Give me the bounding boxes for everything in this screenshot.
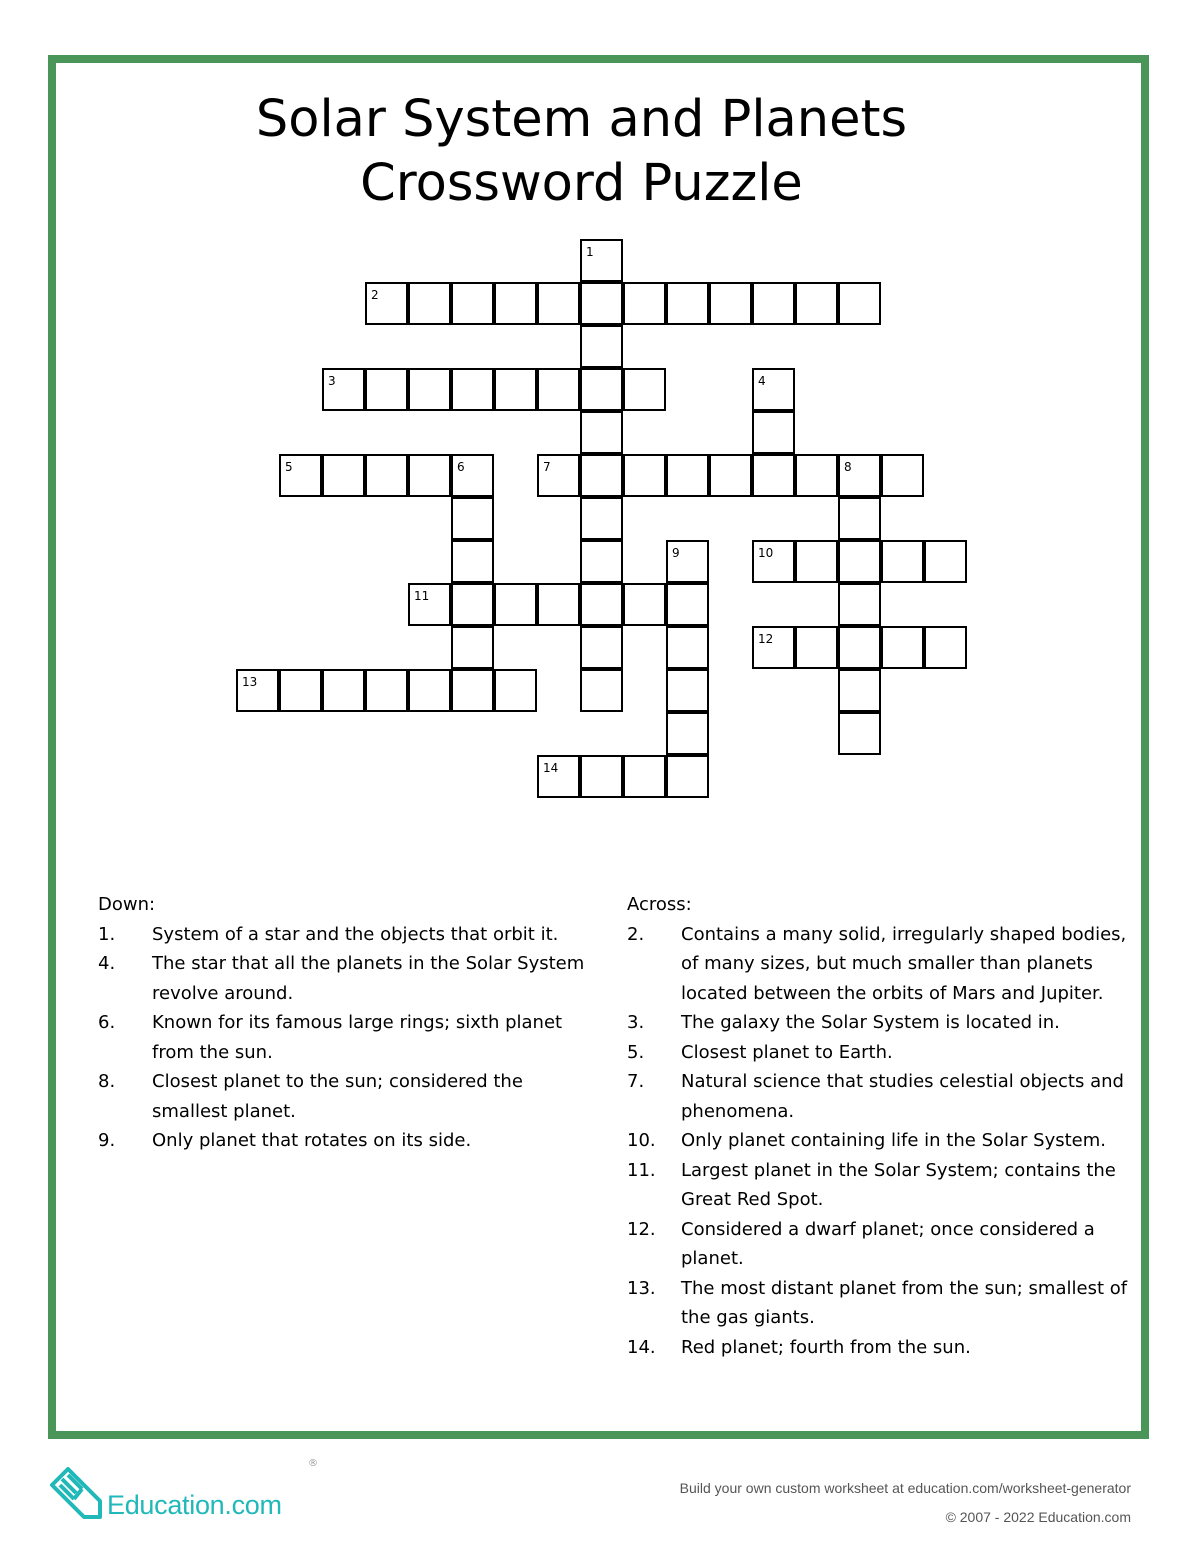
grid-cell[interactable] [451,626,494,669]
across-clue [627,1274,1132,1333]
down-clue [98,920,603,950]
clue-text: Contains a many solid, irregularly shaped bodies, of many sizes, but much smaller than planets located between the orbits of Mars and Jupiter. [681,923,1127,1004]
clue-number: 5 [285,460,293,474]
grid-cell[interactable] [408,583,451,626]
grid-cell[interactable] [494,368,537,411]
grid-cell[interactable] [752,540,795,583]
across-clue [627,1126,1132,1156]
grid-cell[interactable] [623,368,666,411]
across-clue [627,1067,1132,1126]
grid-cell[interactable] [322,669,365,712]
clue-text: Only planet containing life in the Solar System. [681,1130,1107,1151]
grid-cell[interactable] [838,540,881,583]
across-clue [627,1333,1132,1363]
clue-text: Largest planet in the Solar System; contains the Great Red Spot. [681,1159,1116,1210]
grid-cell[interactable] [881,626,924,669]
grid-cell[interactable] [365,282,408,325]
clue-num: 9. [98,1130,116,1151]
grid-cell[interactable] [365,669,408,712]
grid-cell[interactable] [623,755,666,798]
grid-cell[interactable] [279,454,322,497]
grid-cell[interactable] [795,540,838,583]
logo-text[interactable]: Education.com [107,1490,282,1520]
clue-text: Closest planet to Earth. [681,1041,893,1063]
grid-cell[interactable] [408,282,451,325]
grid-cell[interactable] [279,669,322,712]
down-clue [98,1008,603,1067]
grid-cell[interactable] [537,583,580,626]
footer-copyright: © 2007 - 2022 Education.com [945,1509,1131,1525]
grid-cell[interactable] [666,669,709,712]
clue-num: 12. [627,1218,656,1240]
footer-generator-link[interactable]: Build your own custom worksheet at education.com/worksheet-generator [679,1480,1131,1496]
clue-text: The most distant planet from the sun; smallest of the gas giants. [681,1277,1128,1328]
grid-cell[interactable] [580,454,623,497]
down-clues [98,890,603,1156]
grid-cell[interactable] [494,669,537,712]
clue-number: 2 [371,288,379,302]
grid-cell[interactable] [365,368,408,411]
grid-cell[interactable] [709,454,752,497]
grid-cell[interactable] [666,454,709,497]
grid-cell[interactable] [580,540,623,583]
grid-cell[interactable] [838,626,881,669]
grid-cell[interactable] [537,368,580,411]
grid-cell[interactable] [451,497,494,540]
grid-cell[interactable] [580,497,623,540]
grid-cell[interactable] [580,755,623,798]
down-heading: Down: [98,894,156,915]
clue-text: Natural science that studies celestial objects and phenomena. [681,1071,1124,1122]
clue-text: Considered a dwarf planet; once considered a planet. [681,1218,1095,1269]
clue-text: Only planet that rotates on its side. [152,1130,472,1151]
clue-text: Closest planet to the sun; considered the smallest planet. [152,1071,523,1122]
clue-text: System of a star and the objects that orbit it. [152,923,559,945]
clue-number: 6 [457,460,465,474]
grid-cell[interactable] [881,454,924,497]
clue-num: 3. [627,1012,645,1033]
grid-cell[interactable] [580,282,623,325]
grid-cell[interactable] [881,540,924,583]
grid-cell[interactable] [494,583,537,626]
grid-cell[interactable] [838,497,881,540]
registered-mark: ® [308,1458,318,1469]
grid-cell[interactable] [580,411,623,454]
clue-num: 14. [627,1336,656,1358]
grid-cell[interactable] [752,454,795,497]
grid-cell[interactable] [408,368,451,411]
across-clue [627,1038,1132,1068]
grid-cell[interactable] [451,583,494,626]
grid-cell[interactable] [838,454,881,497]
clue-number: 9 [672,546,680,560]
clue-num: 7. [627,1071,645,1092]
grid-cell[interactable] [451,540,494,583]
grid-cell[interactable] [795,626,838,669]
grid-cell[interactable] [451,454,494,497]
grid-cell[interactable] [322,454,365,497]
grid-cell[interactable] [408,669,451,712]
clue-text: The star that all the planets in the Solar System revolve around. [152,953,585,1004]
clue-num: 5. [627,1041,645,1063]
across-clue [627,920,1132,1009]
grid-cell[interactable] [924,540,967,583]
grid-cell[interactable] [752,411,795,454]
grid-cell[interactable] [666,282,709,325]
clue-number: 13 [242,675,258,689]
grid-cell[interactable] [623,454,666,497]
grid-cell[interactable] [451,368,494,411]
grid-cell[interactable] [795,282,838,325]
grid-cell[interactable] [537,755,580,798]
across-clue [627,1156,1132,1215]
grid-cell[interactable] [924,626,967,669]
clue-number: 1 [586,245,594,259]
grid-cell[interactable] [666,755,709,798]
grid-cell[interactable] [537,454,580,497]
grid-cell[interactable] [752,282,795,325]
grid-cell[interactable] [322,368,365,411]
grid-cell[interactable] [666,583,709,626]
clue-num: 10. [627,1130,656,1151]
across-clues [627,890,1132,1362]
grid-cell[interactable] [537,282,580,325]
clue-text: Known for its famous large rings; sixth planet from the sun. [152,1012,563,1063]
grid-cell[interactable] [580,239,623,282]
grid-cell[interactable] [580,626,623,669]
title-line-1: Solar System and Planets [255,90,908,149]
down-clue-list [98,920,603,1156]
grid-cell[interactable] [408,454,451,497]
across-clue [627,1215,1132,1274]
clue-number: 10 [758,546,774,560]
clue-text: The galaxy the Solar System is located in. [681,1012,1060,1033]
clue-number: 12 [758,632,774,646]
clue-number: 4 [758,374,766,388]
grid-cell[interactable] [623,282,666,325]
clue-number: 14 [543,761,559,775]
grid-cell[interactable] [838,712,881,755]
clue-number: 7 [543,460,551,474]
grid-cell[interactable] [623,583,666,626]
clue-number: 8 [844,460,852,474]
down-clue [98,949,603,1008]
grid-cell[interactable] [580,368,623,411]
down-clue [98,1067,603,1126]
clue-num: 1. [98,923,116,945]
page-title [0,88,1163,216]
clue-num: 2. [627,923,645,945]
title-line-2: Crossword Puzzle [360,154,803,213]
clue-number: 3 [328,374,336,388]
clue-num: 11. [627,1159,656,1181]
grid-cell[interactable] [666,712,709,755]
clue-num: 8. [98,1071,116,1092]
grid-cell[interactable] [580,325,623,368]
grid-cell[interactable] [838,282,881,325]
pencil-logo-icon [48,1465,108,1525]
grid-cell[interactable] [752,368,795,411]
grid-cell[interactable] [451,282,494,325]
grid-cell[interactable] [709,282,752,325]
grid-cell[interactable] [580,583,623,626]
clue-num: 4. [98,953,116,974]
clue-text: Red planet; fourth from the sun. [681,1336,971,1358]
across-heading: Across: [627,894,692,915]
grid-cell[interactable] [494,282,537,325]
grid-cell[interactable] [838,669,881,712]
grid-cell[interactable] [666,626,709,669]
clue-num: 13. [627,1277,656,1299]
across-clue-list [627,920,1132,1363]
clue-number: 11 [414,589,430,603]
down-clue [98,1126,603,1156]
grid-cell[interactable] [236,669,279,712]
grid-cell[interactable] [795,454,838,497]
across-clue [627,1008,1132,1038]
grid-cell[interactable] [365,454,408,497]
education-logo[interactable] [48,1465,108,1529]
grid-cell[interactable] [666,540,709,583]
clue-num: 6. [98,1012,116,1033]
grid-cell[interactable] [752,626,795,669]
grid-cell[interactable] [451,669,494,712]
grid-cell[interactable] [580,669,623,712]
grid-cell[interactable] [838,583,881,626]
